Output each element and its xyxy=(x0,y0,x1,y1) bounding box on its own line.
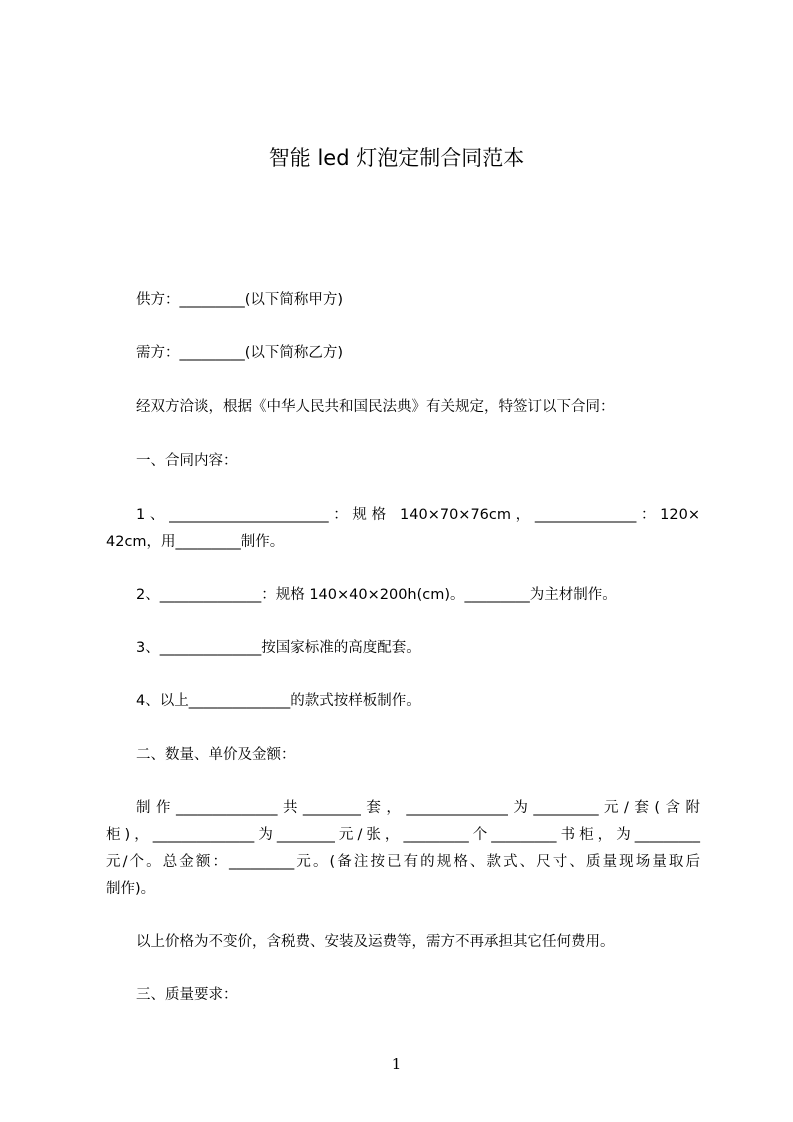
item-4: 4、以上______________的款式按样板制作。 xyxy=(136,693,421,709)
document-title: 智能 led 灯泡定制合同范本 xyxy=(268,146,525,170)
item-1-line-1: 1、______________________：规格 140×70×76cm，______________：120× xyxy=(136,507,700,523)
preamble: 经双方洽谈，根据《中华人民共和国民法典》有关规定，特签订以下合同： xyxy=(136,399,615,415)
buyer-line: 需方：_________(以下简称乙方) xyxy=(136,345,344,361)
supplier-line: 供方：_________(以下简称甲方) xyxy=(136,292,344,308)
section-heading-2: 二、数量、单价及金额： xyxy=(136,747,296,763)
item-2: 2、______________：规格 140×40×200h(cm)。_________为主材制作。 xyxy=(136,587,617,603)
item-1-line-2: 42cm，用_________制作。 xyxy=(106,534,285,550)
quantity-line-4: 制作)。 xyxy=(106,881,156,897)
section-heading-1: 一、合同内容： xyxy=(136,453,238,469)
quantity-line-2: 柜)，______________为________元/张，_________个_________书柜，为_________ xyxy=(106,827,700,843)
quantity-line-3: 元/个。总金额：_________元。(备注按已有的规格、款式、尺寸、质量现场量取后 xyxy=(106,854,700,870)
price-note: 以上价格为不变价，含税费、安装及运费等，需方不再承担其它任何费用。 xyxy=(136,934,615,950)
item-3: 3、______________按国家标准的高度配套。 xyxy=(136,640,421,656)
section-heading-3: 三、质量要求： xyxy=(136,987,238,1003)
page-number: 1 xyxy=(391,1055,402,1073)
quantity-line-1: 制作______________共________套，______________为_________元/套(含附 xyxy=(136,800,700,816)
